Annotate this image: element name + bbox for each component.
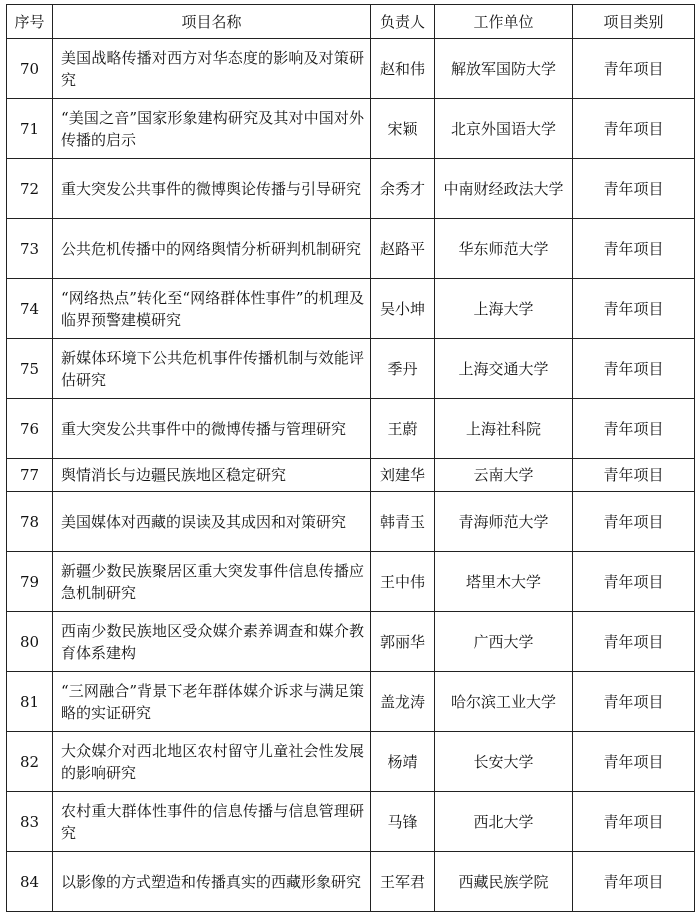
row-category: 青年项目 [573, 792, 695, 852]
row-owner: 季丹 [371, 339, 435, 399]
table-row [7, 279, 695, 339]
header-project-name: 项目名称 [53, 5, 371, 39]
row-owner: 宋颖 [371, 99, 435, 159]
table-row [7, 732, 695, 792]
row-owner: 刘建华 [371, 459, 435, 492]
row-owner: 马锋 [371, 792, 435, 852]
row-unit: 青海师范大学 [435, 492, 573, 552]
row-project-name: “网络热点”转化至“网络群体性事件”的机理及临界预警建模研究 [53, 279, 371, 339]
row-index: 83 [7, 792, 53, 852]
row-unit: 长安大学 [435, 732, 573, 792]
row-index: 81 [7, 672, 53, 732]
table-row [7, 492, 695, 552]
table-row [7, 459, 695, 492]
row-owner: 郭丽华 [371, 612, 435, 672]
row-owner: 王中伟 [371, 552, 435, 612]
table-row [7, 792, 695, 852]
row-unit: 哈尔滨工业大学 [435, 672, 573, 732]
row-category: 青年项目 [573, 279, 695, 339]
row-index: 74 [7, 279, 53, 339]
row-index: 79 [7, 552, 53, 612]
row-category: 青年项目 [573, 219, 695, 279]
row-unit: 西藏民族学院 [435, 852, 573, 912]
row-owner: 吴小坤 [371, 279, 435, 339]
row-owner: 韩青玉 [371, 492, 435, 552]
header-unit: 工作单位 [435, 5, 573, 39]
row-index: 78 [7, 492, 53, 552]
row-unit: 西北大学 [435, 792, 573, 852]
row-category: 青年项目 [573, 459, 695, 492]
row-category: 青年项目 [573, 39, 695, 99]
row-index: 70 [7, 39, 53, 99]
row-index: 76 [7, 399, 53, 459]
row-project-name: 新疆少数民族聚居区重大突发事件信息传播应急机制研究 [53, 552, 371, 612]
table-row [7, 672, 695, 732]
row-category: 青年项目 [573, 552, 695, 612]
row-category: 青年项目 [573, 399, 695, 459]
row-project-name: 新媒体环境下公共危机事件传播机制与效能评估研究 [53, 339, 371, 399]
row-index: 80 [7, 612, 53, 672]
row-index: 72 [7, 159, 53, 219]
table-header-row [7, 5, 695, 39]
row-unit: 北京外国语大学 [435, 99, 573, 159]
row-project-name: 重大突发公共事件中的微博传播与管理研究 [53, 399, 371, 459]
row-project-name: 以影像的方式塑造和传播真实的西藏形象研究 [53, 852, 371, 912]
row-unit: 塔里木大学 [435, 552, 573, 612]
row-project-name: 农村重大群体性事件的信息传播与信息管理研究 [53, 792, 371, 852]
row-unit: 中南财经政法大学 [435, 159, 573, 219]
row-index: 84 [7, 852, 53, 912]
row-project-name: 舆情消长与边疆民族地区稳定研究 [53, 459, 371, 492]
row-owner: 赵和伟 [371, 39, 435, 99]
row-unit: 上海交通大学 [435, 339, 573, 399]
row-category: 青年项目 [573, 852, 695, 912]
row-project-name: 重大突发公共事件的微博舆论传播与引导研究 [53, 159, 371, 219]
table-row [7, 159, 695, 219]
header-index: 序号 [7, 5, 53, 39]
row-project-name: “三网融合”背景下老年群体媒介诉求与满足策略的实证研究 [53, 672, 371, 732]
row-owner: 杨靖 [371, 732, 435, 792]
header-owner: 负责人 [371, 5, 435, 39]
row-owner: 王蔚 [371, 399, 435, 459]
table-row [7, 39, 695, 99]
row-category: 青年项目 [573, 732, 695, 792]
table-row [7, 339, 695, 399]
row-owner: 盖龙涛 [371, 672, 435, 732]
row-index: 77 [7, 459, 53, 492]
row-unit: 解放军国防大学 [435, 39, 573, 99]
row-unit: 上海社科院 [435, 399, 573, 459]
row-project-name: 大众媒介对西北地区农村留守儿童社会性发展的影响研究 [53, 732, 371, 792]
row-category: 青年项目 [573, 612, 695, 672]
row-project-name: 西南少数民族地区受众媒介素养调查和媒介教育体系建构 [53, 612, 371, 672]
row-project-name: “美国之音”国家形象建构研究及其对中国对外传播的启示 [53, 99, 371, 159]
row-index: 75 [7, 339, 53, 399]
row-project-name: 公共危机传播中的网络舆情分析研判机制研究 [53, 219, 371, 279]
row-index: 71 [7, 99, 53, 159]
row-index: 82 [7, 732, 53, 792]
row-unit: 上海大学 [435, 279, 573, 339]
header-category: 项目类别 [573, 5, 695, 39]
row-unit: 华东师范大学 [435, 219, 573, 279]
row-category: 青年项目 [573, 672, 695, 732]
row-category: 青年项目 [573, 492, 695, 552]
row-owner: 余秀才 [371, 159, 435, 219]
row-index: 73 [7, 219, 53, 279]
project-table [6, 4, 695, 912]
row-project-name: 美国战略传播对西方对华态度的影响及对策研究 [53, 39, 371, 99]
table-row [7, 99, 695, 159]
row-unit: 云南大学 [435, 459, 573, 492]
row-owner: 王军君 [371, 852, 435, 912]
table-row [7, 612, 695, 672]
row-category: 青年项目 [573, 159, 695, 219]
row-unit: 广西大学 [435, 612, 573, 672]
table-row [7, 552, 695, 612]
table-row [7, 219, 695, 279]
row-project-name: 美国媒体对西藏的误读及其成因和对策研究 [53, 492, 371, 552]
table-row [7, 852, 695, 912]
row-owner: 赵路平 [371, 219, 435, 279]
row-category: 青年项目 [573, 339, 695, 399]
row-category: 青年项目 [573, 99, 695, 159]
table-row [7, 399, 695, 459]
